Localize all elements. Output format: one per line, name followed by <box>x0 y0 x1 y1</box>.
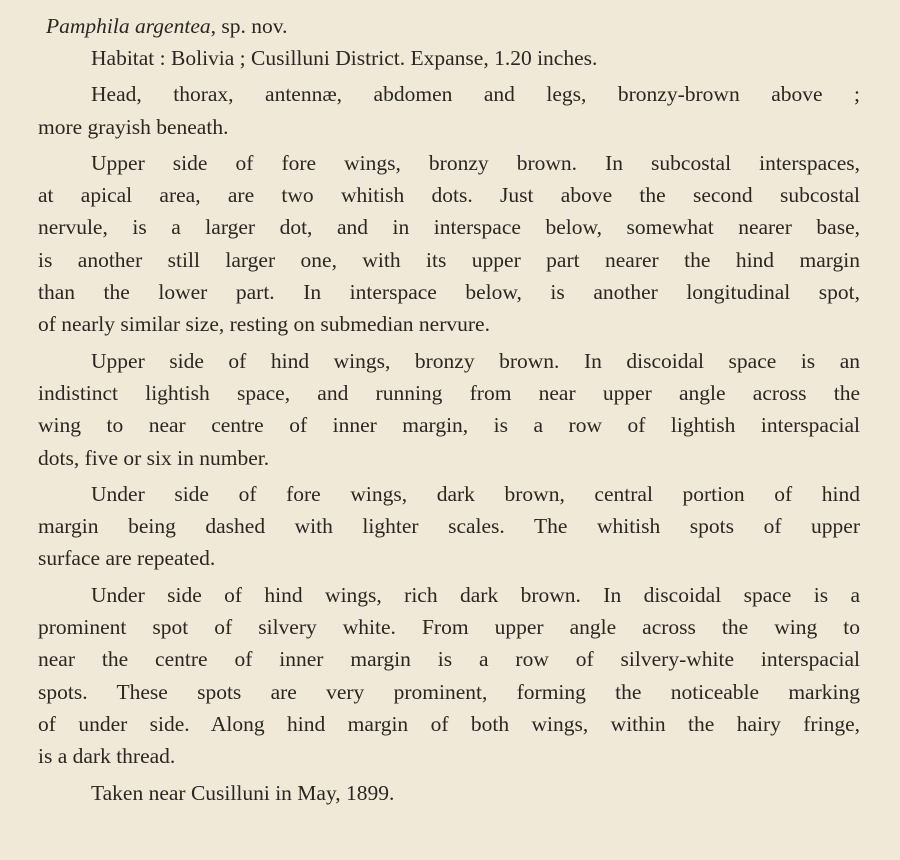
text-line: more grayish beneath. <box>38 114 229 139</box>
text-line: Upper side of fore wings, bronzy brown. In subcostal interspaces, <box>91 150 860 175</box>
text-line: Under side of hind wings, rich dark brown. In discoidal space is a <box>91 582 860 607</box>
species-suffix: , sp. nov. <box>210 14 288 38</box>
hindwing-underside-paragraph <box>38 579 860 773</box>
text-line: Taken near Cusilluni in May, 1899. <box>91 780 395 805</box>
text-line: is another still larger one, with its upper part nearer the hind margin <box>38 247 860 272</box>
document-page <box>38 10 860 809</box>
text-line: indistinct lightish space, and running from near upper angle across the <box>38 380 860 405</box>
body-description-paragraph <box>38 78 860 143</box>
species-heading <box>46 10 860 42</box>
text-line: Upper side of hind wings, bronzy brown. In discoidal space is an <box>91 348 860 373</box>
species-name: Pamphila argentea <box>46 14 211 38</box>
text-line: Head, thorax, antennæ, abdomen and legs, bronzy-brown above ; <box>91 82 860 107</box>
forewing-underside-paragraph <box>38 478 860 575</box>
text-line: near the centre of inner margin is a row of silvery-white interspacial <box>38 647 860 672</box>
text-line: Habitat : Bolivia ; Cusilluni District. Expanse, 1.20 inches. <box>91 46 598 70</box>
text-line: of under side. Along hind margin of both wings, within the hairy fringe, <box>38 711 860 736</box>
hindwing-upperside-paragraph <box>38 345 860 474</box>
text-line: surface are repeated. <box>38 546 216 571</box>
text-line: of nearly similar size, resting on submedian nervure. <box>38 312 490 337</box>
text-line: spots. These spots are very prominent, forming the noticeable marking <box>38 679 860 704</box>
text-line: is a dark thread. <box>38 744 176 769</box>
habitat-paragraph <box>38 42 860 74</box>
forewing-upperside-paragraph <box>38 147 860 341</box>
text-line: at apical area, are two whitish dots. Just above the second subcostal <box>38 183 860 208</box>
text-line: nervule, is a larger dot, and in interspace below, somewhat nearer base, <box>38 215 860 240</box>
description-body <box>38 42 860 809</box>
text-line: dots, five or six in number. <box>38 445 270 470</box>
text-line: margin being dashed with lighter scales. The whitish spots of upper <box>38 514 860 539</box>
text-line: wing to near centre of inner margin, is a row of lightish interspacial <box>38 413 860 438</box>
text-line: prominent spot of silvery white. From upper angle across the wing to <box>38 615 860 640</box>
text-line: than the lower part. In interspace below, is another longitudinal spot, <box>38 280 860 305</box>
collection-note-paragraph <box>38 777 860 809</box>
text-line: Under side of fore wings, dark brown, central portion of hind <box>91 481 860 506</box>
